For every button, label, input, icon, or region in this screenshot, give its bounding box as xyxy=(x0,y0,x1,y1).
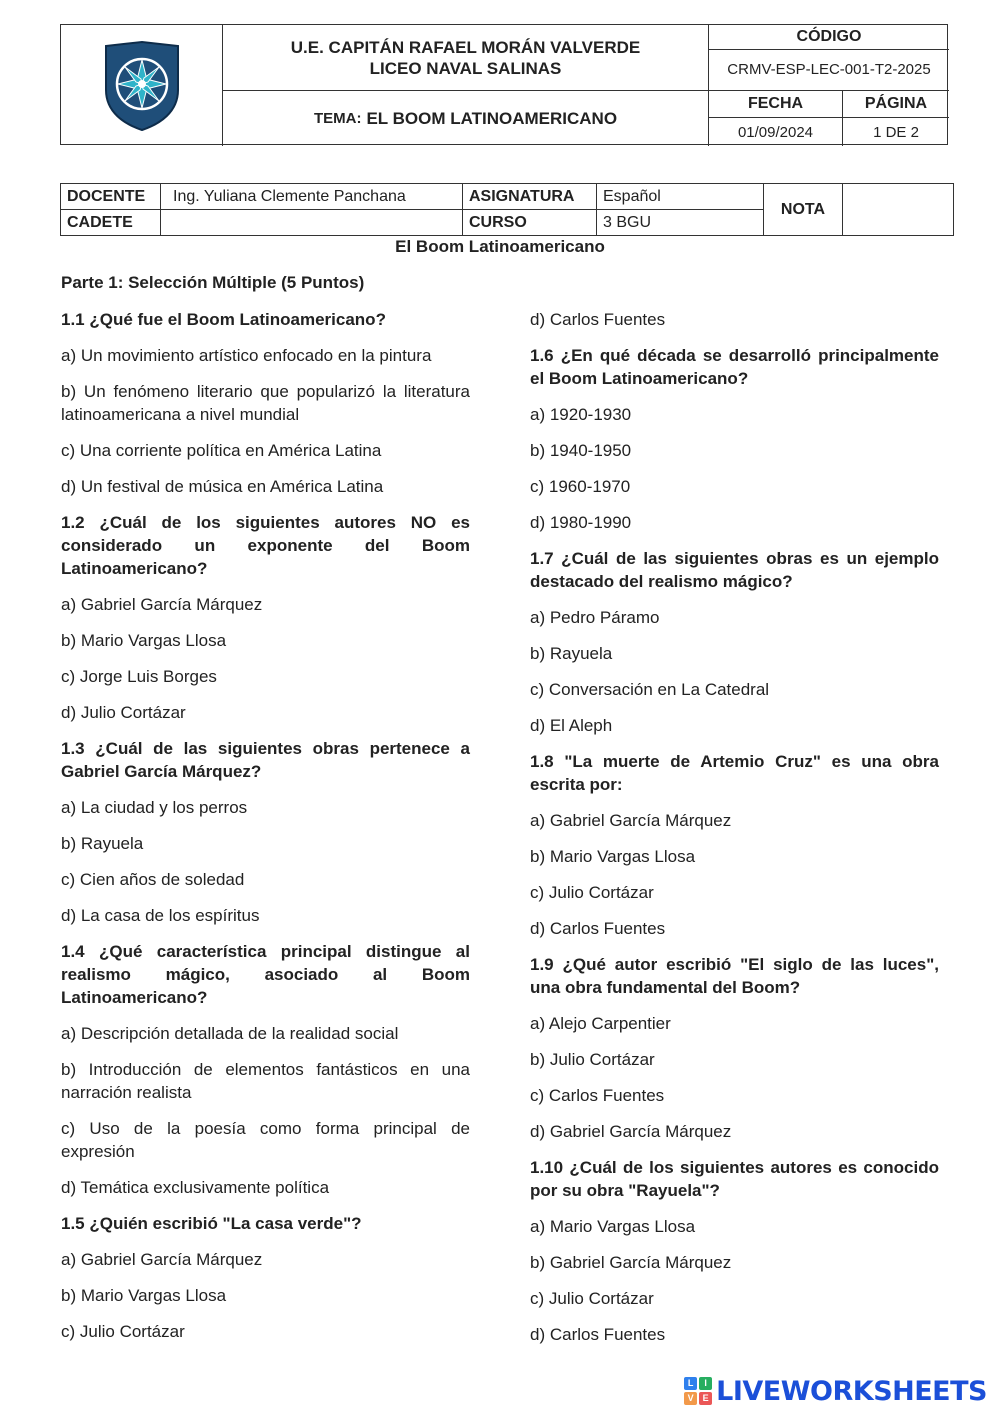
question-text: 1.9 ¿Qué autor escribió "El siglo de las luces", una obra fundamental del Boom? xyxy=(530,955,939,997)
answer-option[interactable]: d) La casa de los espíritus xyxy=(61,906,260,925)
answer-option[interactable]: b) Mario Vargas Llosa xyxy=(61,1286,227,1305)
answer-option[interactable]: c) Cien años de soledad xyxy=(61,870,245,889)
curso-label: CURSO xyxy=(463,210,597,236)
answer-option[interactable]: c) Uso de la poesía como forma principal de expresión xyxy=(61,1119,470,1161)
answer-option[interactable]: d) Carlos Fuentes xyxy=(530,310,666,329)
asignatura-label: ASIGNATURA xyxy=(463,184,597,210)
question-text: 1.10 ¿Cuál de los siguientes autores es conocido por su obra "Rayuela"? xyxy=(530,1158,939,1200)
lw-badge-letter: V xyxy=(684,1392,697,1405)
lw-badge-icon xyxy=(684,1377,712,1405)
part-title: Parte 1: Selección Múltiple (5 Puntos) xyxy=(61,273,365,292)
liveworksheets-logo xyxy=(684,1373,987,1409)
info-table xyxy=(60,183,954,236)
lw-brand-text: LIVEWORKSHEETS xyxy=(716,1375,987,1407)
answer-option[interactable]: c) 1960-1970 xyxy=(530,477,631,496)
cadete-label: CADETE xyxy=(61,210,161,236)
answer-option[interactable]: a) La ciudad y los perros xyxy=(61,798,248,817)
logo-cell xyxy=(61,25,223,146)
docente-label: DOCENTE xyxy=(61,184,161,210)
docente-value: Ing. Yuliana Clemente Panchana xyxy=(161,184,463,210)
answer-option[interactable]: d) Carlos Fuentes xyxy=(530,1325,666,1344)
answer-option[interactable]: c) Julio Cortázar xyxy=(530,883,654,902)
answer-option[interactable]: a) Gabriel García Márquez xyxy=(61,595,263,614)
question-text: 1.1 ¿Qué fue el Boom Latinoamericano? xyxy=(61,310,386,329)
fecha-value: 01/09/2024 xyxy=(709,118,843,146)
answer-option[interactable]: a) Gabriel García Márquez xyxy=(530,811,732,830)
answer-option[interactable]: c) Jorge Luis Borges xyxy=(61,667,217,686)
tema-label: TEMA: xyxy=(313,110,362,127)
question-text: 1.6 ¿En qué década se desarrolló principalmente el Boom Latinoamericano? xyxy=(530,346,939,388)
question-text: 1.7 ¿Cuál de las siguientes obras es un ejemplo destacado del realismo mágico? xyxy=(530,549,939,591)
document-title: El Boom Latinoamericano xyxy=(395,237,605,256)
nota-field[interactable] xyxy=(843,184,953,236)
school-name-line1: U.E. CAPITÁN RAFAEL MORÁN VALVERDE xyxy=(290,37,641,57)
tema-cell xyxy=(223,91,709,146)
answer-option[interactable]: c) Carlos Fuentes xyxy=(530,1086,665,1105)
answer-option[interactable]: a) Descripción detallada de la realidad social xyxy=(61,1024,399,1043)
asignatura-value: Español xyxy=(597,184,764,210)
answer-option[interactable]: b) Gabriel García Márquez xyxy=(530,1253,732,1272)
answer-option[interactable]: d) El Aleph xyxy=(530,716,613,735)
school-name-line2: LICEO NAVAL SALINAS xyxy=(369,58,562,78)
answer-option[interactable]: b) Mario Vargas Llosa xyxy=(530,847,696,866)
header-table xyxy=(60,24,948,145)
answer-option[interactable]: a) Alejo Carpentier xyxy=(530,1014,671,1033)
codigo-value: CRMV-ESP-LEC-001-T2-2025 xyxy=(709,50,949,91)
fecha-label: FECHA xyxy=(709,91,843,118)
school-shield-logo xyxy=(102,40,182,132)
answer-option[interactable]: b) 1940-1950 xyxy=(530,441,632,460)
answer-option[interactable]: b) Rayuela xyxy=(530,644,613,663)
answer-option[interactable]: a) Pedro Páramo xyxy=(530,608,660,627)
answer-option[interactable]: b) Rayuela xyxy=(61,834,144,853)
right-question-column xyxy=(530,308,939,1359)
answer-option[interactable]: a) Gabriel García Márquez xyxy=(61,1250,263,1269)
answer-option[interactable]: a) Mario Vargas Llosa xyxy=(530,1217,696,1236)
answer-option[interactable]: b) Introducción de elementos fantásticos en una narración realista xyxy=(61,1060,470,1102)
answer-option[interactable]: c) Conversación en La Catedral xyxy=(530,680,770,699)
lw-badge-letter: L xyxy=(684,1377,697,1390)
curso-value: 3 BGU xyxy=(597,210,764,236)
answer-option[interactable]: a) Un movimiento artístico enfocado en la pintura xyxy=(61,346,432,365)
answer-option[interactable]: c) Julio Cortázar xyxy=(61,1322,185,1341)
answer-option[interactable]: a) 1920-1930 xyxy=(530,405,632,424)
answer-option[interactable]: c) Una corriente política en América Latina xyxy=(61,441,382,460)
question-text: 1.2 ¿Cuál de los siguientes autores NO es considerado un exponente del Boom Latinoamericano? xyxy=(61,513,470,578)
pagina-label: PÁGINA xyxy=(843,91,949,118)
tema-value: EL BOOM LATINOAMERICANO xyxy=(366,108,618,128)
question-text: 1.4 ¿Qué característica principal distingue al realismo mágico, asociado al Boom Latinoamericano? xyxy=(61,942,470,1007)
answer-option[interactable]: b) Un fenómeno literario que popularizó la literatura latinoamericana a nivel mundial xyxy=(61,382,470,424)
question-text: 1.5 ¿Quién escribió "La casa verde"? xyxy=(61,1214,362,1233)
answer-option[interactable]: c) Julio Cortázar xyxy=(530,1289,654,1308)
pagina-value: 1 DE 2 xyxy=(873,123,919,141)
lw-badge-letter: I xyxy=(699,1377,712,1390)
answer-option[interactable]: d) Temática exclusivamente política xyxy=(61,1178,330,1197)
nota-label: NOTA xyxy=(764,184,843,236)
school-name-cell xyxy=(223,25,709,91)
answer-option[interactable]: b) Julio Cortázar xyxy=(530,1050,655,1069)
answer-option[interactable]: d) 1980-1990 xyxy=(530,513,632,532)
cadete-field[interactable] xyxy=(161,210,463,236)
answer-option[interactable]: d) Julio Cortázar xyxy=(61,703,186,722)
question-text: 1.3 ¿Cuál de las siguientes obras pertenece a Gabriel García Márquez? xyxy=(61,739,470,781)
answer-option[interactable]: d) Gabriel García Márquez xyxy=(530,1122,732,1141)
answer-option[interactable]: d) Carlos Fuentes xyxy=(530,919,666,938)
answer-option[interactable]: d) Un festival de música en América Latina xyxy=(61,477,384,496)
lw-badge-letter: E xyxy=(699,1392,712,1405)
left-question-column xyxy=(61,308,470,1356)
answer-option[interactable]: b) Mario Vargas Llosa xyxy=(61,631,227,650)
question-text: 1.8 "La muerte de Artemio Cruz" es una obra escrita por: xyxy=(530,752,939,794)
codigo-label: CÓDIGO xyxy=(709,25,949,50)
